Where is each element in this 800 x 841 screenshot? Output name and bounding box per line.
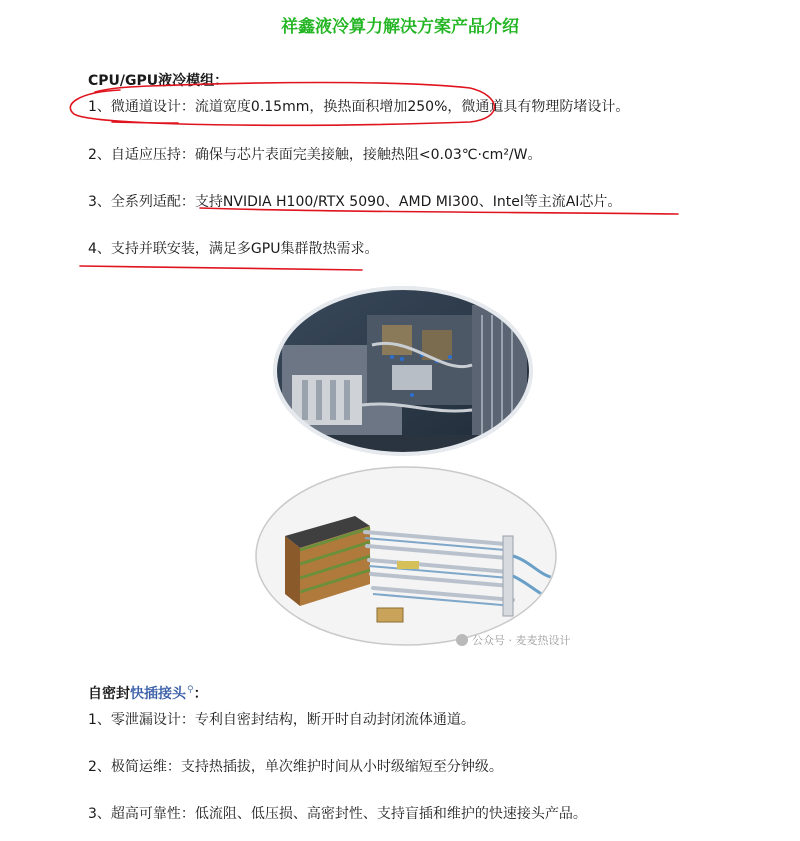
cold-plate-module-photo [255, 466, 557, 650]
watermark-text: 公众号 · 麦麦热设计 [472, 634, 571, 647]
watermark [456, 632, 571, 648]
list-item-compatibility: 3、全系列适配：支持NVIDIA H100/RTX 5090、AMD MI300、Intel等主流AI芯片。 [88, 194, 622, 210]
heading-prefix: 自密封 [88, 686, 130, 702]
section-heading-quick-connector [88, 683, 208, 703]
list-item-zero-leak: 1、零泄漏设计：专利自密封结构，断开时自动封闭流体通道。 [88, 712, 475, 728]
search-icon[interactable]: ⚲ [187, 685, 194, 696]
list-item-microchannel: 1、微通道设计：流道宽度0.15mm，换热面积增加250%，微通道具有物理防堵设计。 [88, 99, 630, 115]
list-item-parallel: 4、支持并联安装，满足多GPU集群散热需求。 [88, 241, 379, 257]
quick-connector-link[interactable]: 快插接头 [130, 686, 186, 702]
heading-suffix: ： [193, 686, 208, 702]
server-chassis-photo [272, 285, 534, 461]
list-item-reliability: 3、超高可靠性：低流阻、低压损、高密封性、支持盲插和维护的快速接头产品。 [88, 806, 587, 822]
annotation-underline-3 [112, 122, 178, 123]
list-item-adaptive-press: 2、自适应压持：确保与芯片表面完美接触，接触热阻<0.03℃·cm²/W。 [88, 147, 542, 163]
page-title: 祥鑫液冷算力解决方案产品介绍 [281, 17, 519, 37]
annotation-underline-2 [80, 266, 362, 270]
section-heading-cpu-gpu: CPU/GPU液冷模组： [88, 73, 229, 89]
list-item-easy-maintenance: 2、极简运维：支持热插拔，单次维护时间从小时级缩短至分钟级。 [88, 759, 503, 775]
wechat-logo-icon [456, 634, 468, 646]
